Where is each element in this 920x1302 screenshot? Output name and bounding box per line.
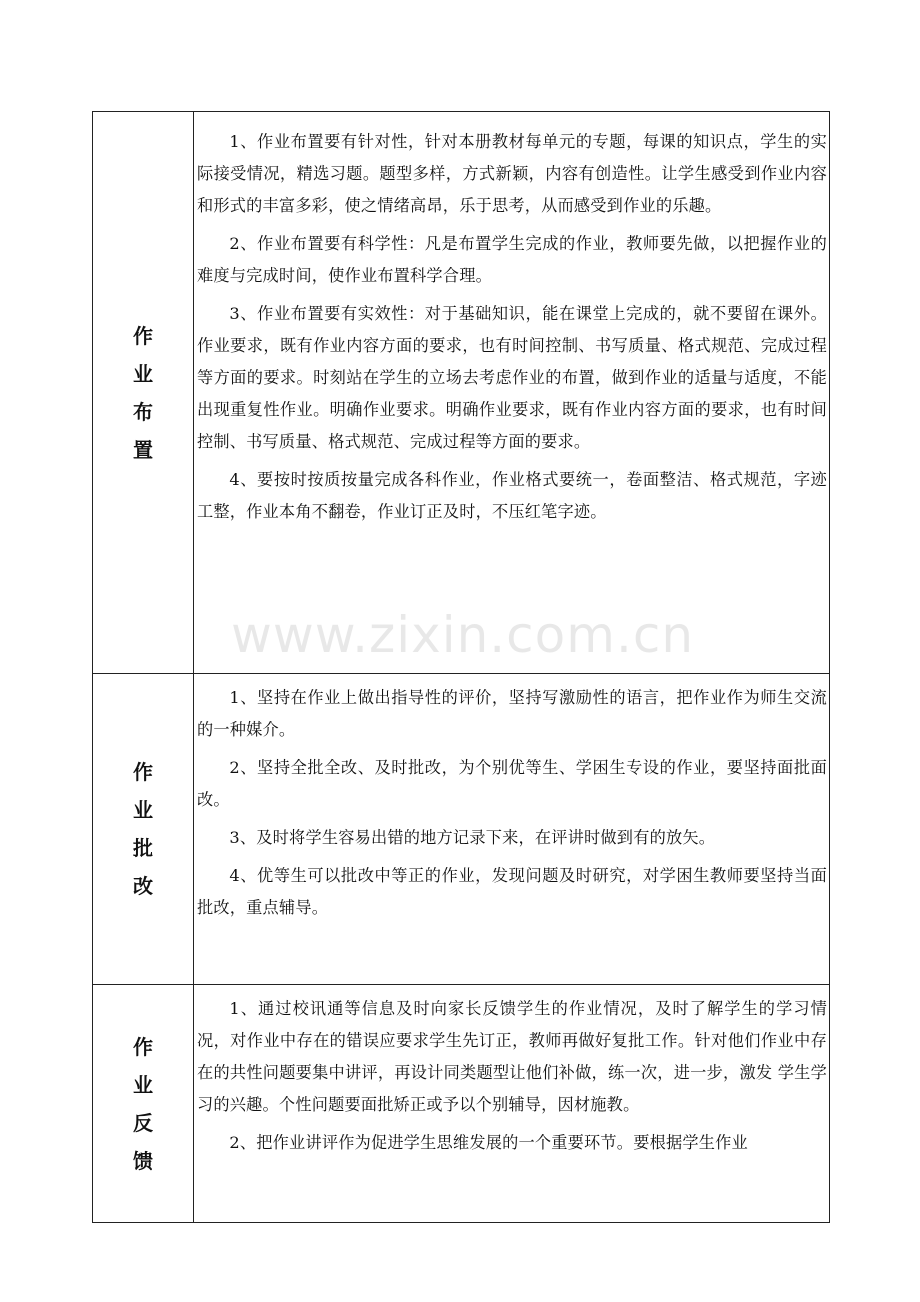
section-body-cell (194, 112, 830, 674)
label-char: 馈 (133, 1148, 153, 1173)
label-char: 布 (133, 399, 153, 424)
section-row-correction (93, 674, 830, 985)
label-char: 业 (133, 1072, 153, 1097)
label-char: 改 (133, 874, 153, 898)
watermark: www.zixin.com.cn (231, 606, 695, 664)
label-char: 置 (133, 437, 153, 462)
section-paragraph: 2、坚持全批全改、及时批改，为个别优等生、学困生专设的作业，要坚持面批面改。 (197, 758, 827, 809)
section-paragraph: 3、作业布置要有实效性：对于基础知识，能在课堂上完成的，就不要留在课外。作业要求，既有作业内容方面的要求，也有时间控制、书写质量、格式规范、完成过程等方面的要求。时刻站在学生的立场去考虑作业的布置，做到作业的适量与适度，不能出现重复性作业。明确作业要求。明确作业要求，既有作业内容方面的要求，也有时间控制、书写质量、格式规范、完成过程等方面的要求。 (197, 304, 827, 451)
section-body-cell (194, 985, 830, 1223)
section-paragraph: 4、要按时按质按量完成各科作业，作业格式要统一，卷面整洁、格式规范，字迹工整，作业本角不翻卷，作业订正及时，不压红笔字迹。 (197, 470, 827, 521)
label-char: 反 (133, 1110, 153, 1135)
section-label (133, 753, 153, 905)
document-table (92, 111, 830, 1223)
label-char: 批 (133, 836, 153, 860)
section-row-feedback (93, 985, 830, 1223)
section-paragraph: 1、坚持在作业上做出指导性的评价，坚持写激励性的语言，把作业作为师生交流的一种媒介。 (197, 688, 827, 739)
section-paragraph: 4、优等生可以批改中等正的作业，发现问题及时研究，对学困生教师要坚持当面批改，重点辅导。 (197, 866, 827, 917)
label-char: 作 (133, 1034, 153, 1059)
section-paragraph: 1、通过校讯通等信息及时向家长反馈学生的作业情况，及时了解学生的学习情况，对作业中存在的错误应要求学生先订正，教师再做好复批工作。针对他们作业中存在的共性问题要集中讲评，再设计同类题型让他们补做，练一次，进一步，激发 学生学习的兴趣。个性问题要面批矫正或予以个别辅导，因材施教。 (197, 999, 827, 1114)
section-label (133, 317, 153, 469)
label-char: 作 (133, 323, 153, 348)
section-body-cell (194, 674, 830, 985)
section-label-cell (93, 985, 194, 1223)
section-label-cell (93, 112, 194, 674)
section-paragraph: 2、作业布置要有科学性：凡是布置学生完成的作业，教师要先做，以把握作业的难度与完成时间，使作业布置科学合理。 (197, 234, 827, 285)
section-paragraph: 1、作业布置要有针对性，针对本册教材每单元的专题，每课的知识点，学生的实际接受情况，精选习题。题型多样，方式新颖，内容有创造性。让学生感受到作业内容和形式的丰富多彩，使之情绪高昂，乐于思考，从而感受到作业的乐趣。 (197, 132, 827, 215)
section-row-assignment (93, 112, 830, 674)
section-label-cell (93, 674, 194, 985)
section-paragraph: 2、把作业讲评作为促进学生思维发展的一个重要环节。要根据学生作业 (229, 1133, 748, 1152)
section-paragraph: 3、及时将学生容易出错的地方记录下来，在评讲时做到有的放矢。 (229, 828, 716, 847)
label-char: 作 (133, 760, 153, 784)
label-char: 业 (133, 798, 153, 822)
label-char: 业 (133, 361, 153, 386)
section-label (133, 1028, 153, 1180)
